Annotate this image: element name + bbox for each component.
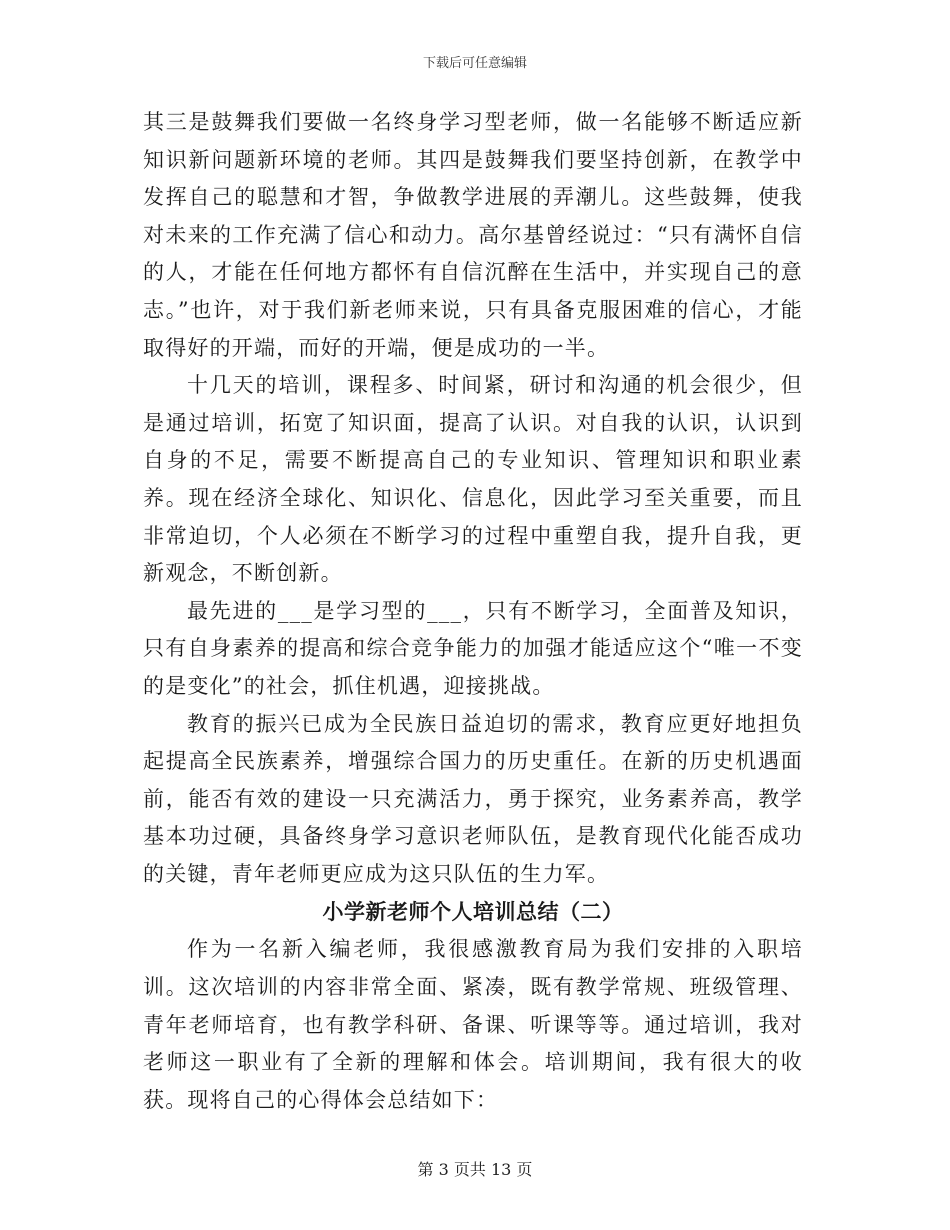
page-header-note: 下载后可任意编辑 — [422, 56, 527, 71]
page-number-footer: 第 3 页共 13 页 — [417, 1160, 533, 1179]
paragraph-3: 最先进的___是学习型的___，只有不断学习，全面普及知识，只有自身素养的提高和综合竞争能力的加强才能适应这个“唯一不变的是变化”的社会，抓住机遇，迎接挑战。 — [143, 598, 803, 698]
document-body — [143, 104, 803, 1119]
section-title: 小学新老师个人培训总结（二） — [322, 899, 624, 925]
paragraph-4: 教育的振兴已成为全民族日益迫切的需求，教育应更好地担负起提高全民族素养，增强综合国力的历史重任。在新的历史机遇面前，能否有效的建设一只充满活力，勇于探究，业务素养高，教学基本功过硬，具备终身学习意识老师队伍，是教育现代化能否成功的关键，青年老师更应成为这只队伍的生力军。 — [143, 711, 803, 886]
section-paragraph: 作为一名新入编老师，我很感激教育局为我们安排的入职培训。这次培训的内容非常全面、紧凑，既有教学常规、班级管理、青年老师培育，也有教学科研、备课、听课等等。通过培训，我对老师这一职业有了全新的理解和体会。培训期间，我有很大的收获。现将自己的心得体会总结如下： — [143, 937, 803, 1112]
paragraph-2: 十几天的培训，课程多、时间紧，研讨和沟通的机会很少，但是通过培训，拓宽了知识面，提高了认识。对自我的认识，认识到自身的不足，需要不断提高自己的专业知识、管理知识和职业素养。现在经济全球化、知识化、信息化，因此学习至关重要，而且非常迫切，个人必须在不断学习的过程中重塑自我，提升自我，更新观念，不断创新。 — [143, 373, 803, 586]
paragraph-1: 其三是鼓舞我们要做一名终身学习型老师，做一名能够不断适应新知识新问题新环境的老师。其四是鼓舞我们要坚持创新，在教学中发挥自己的聪慧和才智，争做教学进展的弄潮儿。这些鼓舞，使我对未来的工作充满了信心和动力。高尔基曾经说过：“只有满怀自信的人，才能在任何地方都怀有自信沉醉在生活中，并实现自己的意志。”也许，对于我们新老师来说，只有具备克服困难的信心，才能取得好的开端，而好的开端，便是成功的一半。 — [143, 110, 803, 360]
